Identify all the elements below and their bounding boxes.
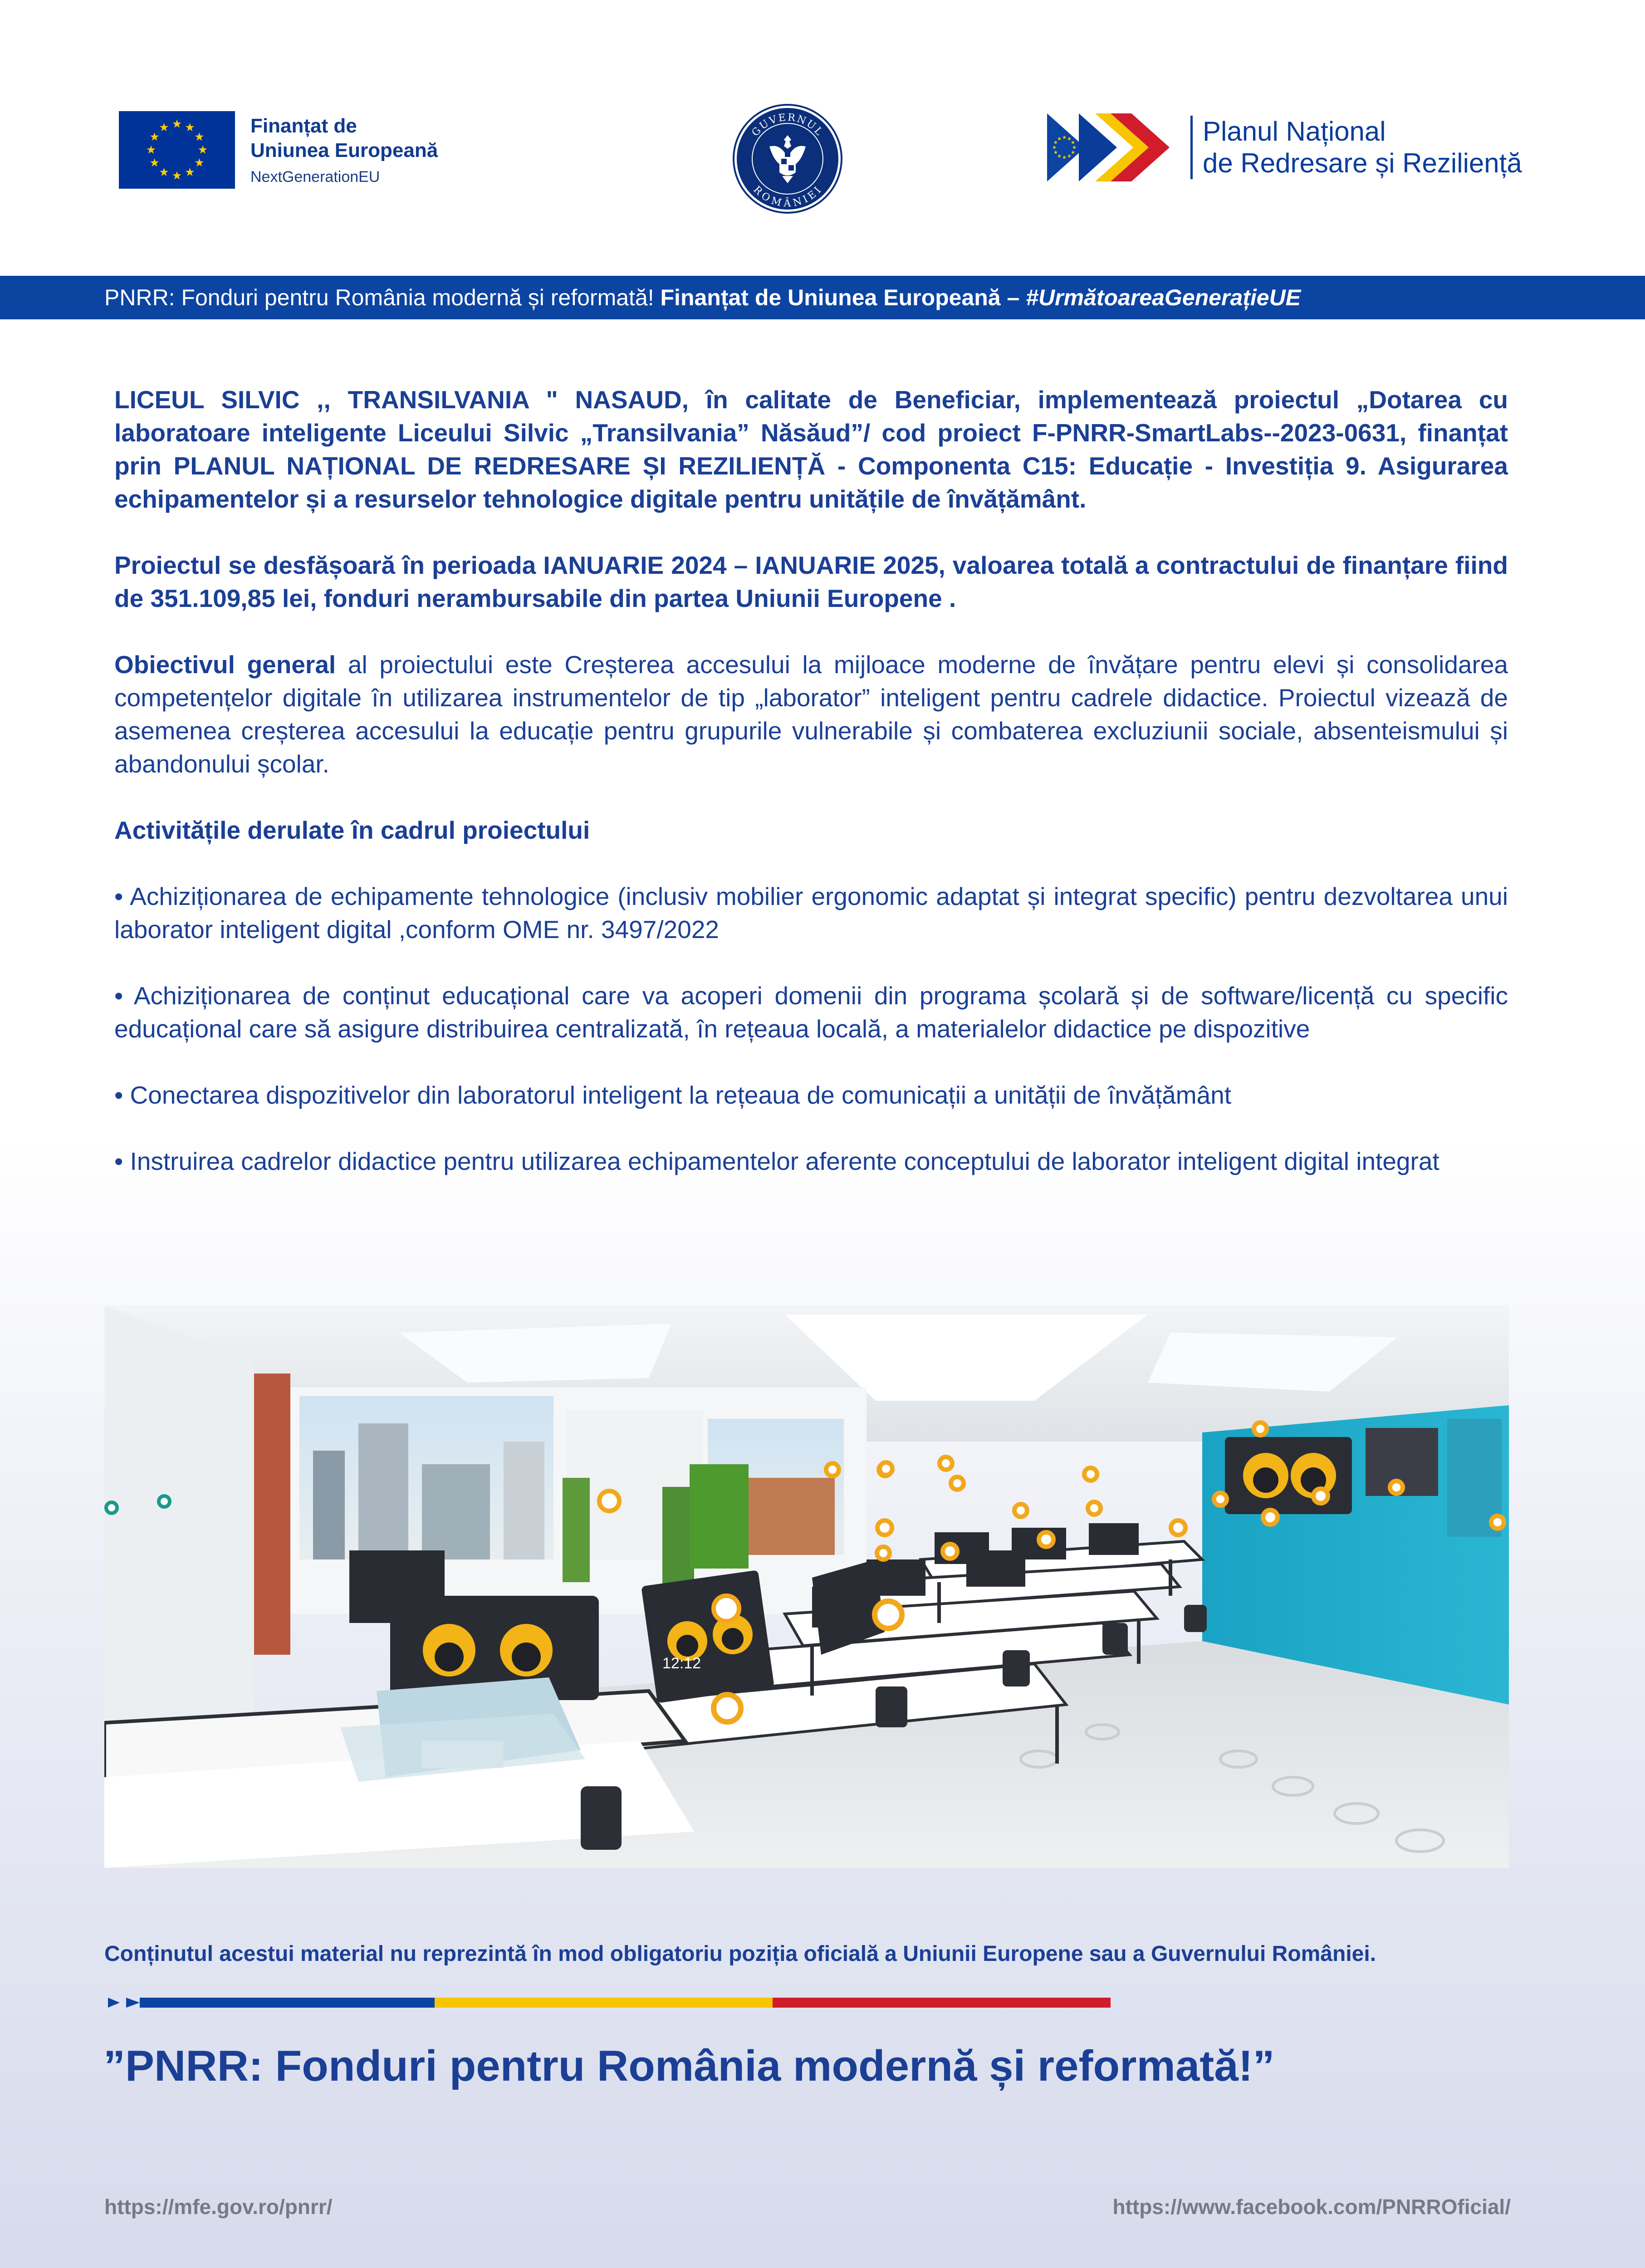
banner-bold-text: Finanțat de Uniunea Europeană – — [660, 285, 1026, 310]
eu-logo-line2: Uniunea Europeană — [250, 139, 438, 161]
banner-normal-text: PNRR: Fonduri pentru România modernă și reformată! — [104, 285, 661, 310]
objective-text: al proiectului este Creșterea accesului la mijloace moderne de învățare pentru elevi și consolidarea competențelor digitale în utilizarea instrumentelor de tip „laborator” inteligent pentru cadrele didactice. Proiectul vizează de asemenea creșterea accesului la educație pentru grupurile vulnerabile și combaterea excluziunii sociale, absenteismului și abandonului școlar. — [114, 650, 1508, 778]
romania-coat-of-arms-icon — [732, 103, 843, 214]
eu-logo-line3: NextGenerationEU — [250, 168, 380, 186]
pnrr-logo-text — [1190, 116, 1522, 179]
activity-item: • Achiziționarea de conținut educațional care va acoperi domenii din programa școlară și de software/licență cu specific educațional care să asigure distribuirea centralizată, în rețeaua locală, a materialelor didactice pe dispozitive — [114, 982, 1508, 1043]
pnrr-logo — [1047, 113, 1522, 181]
top-banner — [0, 276, 1645, 319]
eu-flag-icon — [119, 111, 235, 189]
intro-paragraph: LICEUL SILVIC ,, TRANSILVANIA " NASAUD, în calitate de Beneficiar, implementează proiectul „Dotarea cu laboratoare inteligente Liceului Silvic „Transilvania” Năsăud”/ cod proiect F-PNRR-SmartLabs--2023-0631, finanțat prin PLANUL NAȚIONAL DE REDRESARE ȘI REZILIENȚĂ - Componenta C15: Educație - Investiția 9. Asigurarea echipamentelor și a resurselor tehnologice digitale pentru unitățile de învățământ. — [114, 386, 1508, 513]
gov-logo-bottom-text: ROMÂNIEI — [751, 184, 824, 210]
project-description — [114, 383, 1508, 1178]
facebook-pnrr-link[interactable]: https://www.facebook.com/PNRROficial/ — [1112, 2195, 1511, 2219]
mfe-pnrr-link[interactable]: https://mfe.gov.ro/pnrr/ — [104, 2195, 333, 2219]
activity-item: • Instruirea cadrelor didactice pentru utilizarea echipamentelor aferente conceptului de laborator inteligent digital integrat — [114, 1147, 1439, 1175]
romania-tricolor-stripe — [108, 1998, 1111, 2008]
smart-lab-classroom-photo — [104, 1305, 1509, 1868]
activity-item: • Achiziționarea de echipamente tehnologice (inclusiv mobilier ergonomic adaptat și integrat specific) pentru dezvoltarea unui laborator inteligent digital ,conform OME nr. 3497/2022 — [114, 882, 1508, 943]
pnrr-slogan: ”PNRR: Fonduri pentru România modernă și reformată!” — [103, 2042, 1275, 2090]
disclaimer-text: Conținutul acestui material nu reprezintă în mod obligatoriu poziția oficială a Uniunii Europene sau a Guvernului României. — [104, 1942, 1376, 1966]
period-paragraph: Proiectul se desfășoară în perioada IANUARIE 2024 – IANUARIE 2025, valoarea totală a contractului de finanțare fiind de 351.109,85 lei, fonduri nerambursabile din partea Uniunii Europene . — [114, 551, 1508, 612]
banner-hashtag: #UrmătoareaGenerațieUE — [1026, 285, 1301, 310]
eu-logo-text — [250, 114, 438, 186]
eu-logo-line1: Finanțat de — [250, 115, 357, 137]
eu-funding-logo — [119, 111, 438, 189]
objective-label: Obiectivul general — [114, 650, 336, 679]
pnrr-logo-line2: de Redresare și Reziliență — [1203, 148, 1522, 178]
pnrr-logo-line1: Planul Național — [1203, 116, 1386, 147]
pnrr-arrows-icon — [1047, 113, 1179, 181]
activities-title: Activitățile derulate în cadrul proiectului — [114, 816, 590, 844]
activity-item: • Conectarea dispozitivelor din laboratorul inteligent la rețeaua de comunicații a unității de învățământ — [114, 1081, 1232, 1109]
monitor-clock: 12:12 — [662, 1655, 701, 1672]
objective-paragraph — [114, 648, 1508, 781]
gov-logo-top-text: GUVERNUL — [749, 112, 826, 139]
